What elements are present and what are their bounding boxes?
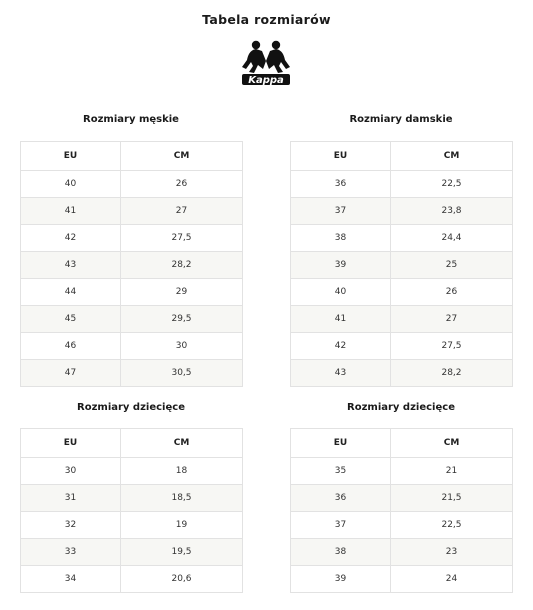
column-header-cm: CM <box>391 429 513 458</box>
cell-cm: 26 <box>121 171 243 198</box>
cell-cm: 29 <box>121 279 243 306</box>
cell-cm: 21 <box>391 458 513 485</box>
cell-eu: 37 <box>291 512 391 539</box>
table-row <box>291 252 513 279</box>
cell-eu: 45 <box>21 306 121 333</box>
cell-eu: 46 <box>21 333 121 360</box>
cell-cm: 27 <box>391 306 513 333</box>
cell-eu: 37 <box>291 198 391 225</box>
cell-cm: 28,2 <box>121 252 243 279</box>
cell-eu: 43 <box>291 360 391 387</box>
cell-eu: 39 <box>291 252 391 279</box>
cell-cm: 23 <box>391 539 513 566</box>
cell-eu: 42 <box>291 333 391 360</box>
size-table-kids-1 <box>20 428 243 593</box>
table-row <box>21 306 243 333</box>
cell-eu: 38 <box>291 539 391 566</box>
cell-eu: 35 <box>291 458 391 485</box>
size-table-kids-2 <box>290 428 513 593</box>
kappa-logo <box>236 39 296 87</box>
cell-eu: 40 <box>21 171 121 198</box>
table-row <box>291 333 513 360</box>
logo-wordmark: Kappa <box>248 75 284 86</box>
page-title: Tabela rozmiarów <box>202 12 331 27</box>
section-title-women: Rozmiary damskie <box>349 114 453 125</box>
column-header-eu: EU <box>291 142 391 171</box>
table-row <box>291 485 513 512</box>
table-row <box>21 171 243 198</box>
table-row <box>21 252 243 279</box>
cell-eu: 31 <box>21 485 121 512</box>
table-row <box>21 333 243 360</box>
section-title-kids-1: Rozmiary dziecięce <box>77 402 185 413</box>
table-row <box>21 458 243 485</box>
table-row <box>291 539 513 566</box>
table-row <box>291 512 513 539</box>
table-row <box>21 225 243 252</box>
column-header-cm: CM <box>391 142 513 171</box>
table-row <box>21 539 243 566</box>
table-row <box>21 566 243 593</box>
table-row <box>291 458 513 485</box>
table-row <box>291 360 513 387</box>
cell-eu: 36 <box>291 171 391 198</box>
cell-cm: 24 <box>391 566 513 593</box>
size-table-men <box>20 141 243 387</box>
cell-eu: 41 <box>21 198 121 225</box>
cell-eu: 33 <box>21 539 121 566</box>
cell-cm: 23,8 <box>391 198 513 225</box>
table-row <box>291 306 513 333</box>
section-title-kids-2: Rozmiary dziecięce <box>347 402 455 413</box>
table-row <box>291 279 513 306</box>
table-row <box>291 566 513 593</box>
cell-eu: 30 <box>21 458 121 485</box>
cell-cm: 28,2 <box>391 360 513 387</box>
cell-eu: 44 <box>21 279 121 306</box>
table-row <box>21 198 243 225</box>
column-header-cm: CM <box>121 142 243 171</box>
cell-eu: 40 <box>291 279 391 306</box>
cell-cm: 18 <box>121 458 243 485</box>
table-row <box>21 279 243 306</box>
cell-eu: 36 <box>291 485 391 512</box>
cell-cm: 20,6 <box>121 566 243 593</box>
table-row <box>21 485 243 512</box>
cell-eu: 34 <box>21 566 121 593</box>
cell-cm: 18,5 <box>121 485 243 512</box>
cell-cm: 26 <box>391 279 513 306</box>
cell-cm: 25 <box>391 252 513 279</box>
table-row <box>291 198 513 225</box>
cell-eu: 32 <box>21 512 121 539</box>
cell-cm: 22,5 <box>391 512 513 539</box>
table-row <box>291 171 513 198</box>
column-header-eu: EU <box>21 142 121 171</box>
column-header-eu: EU <box>21 429 121 458</box>
cell-cm: 19,5 <box>121 539 243 566</box>
column-header-eu: EU <box>291 429 391 458</box>
cell-cm: 22,5 <box>391 171 513 198</box>
cell-eu: 42 <box>21 225 121 252</box>
table-row <box>21 360 243 387</box>
cell-cm: 27,5 <box>391 333 513 360</box>
cell-cm: 24,4 <box>391 225 513 252</box>
table-row <box>21 512 243 539</box>
cell-eu: 39 <box>291 566 391 593</box>
cell-cm: 19 <box>121 512 243 539</box>
cell-cm: 21,5 <box>391 485 513 512</box>
cell-cm: 27,5 <box>121 225 243 252</box>
column-header-cm: CM <box>121 429 243 458</box>
size-table-women <box>290 141 513 387</box>
table-row <box>291 225 513 252</box>
section-title-men: Rozmiary męskie <box>83 114 179 125</box>
cell-eu: 38 <box>291 225 391 252</box>
cell-eu: 43 <box>21 252 121 279</box>
cell-cm: 27 <box>121 198 243 225</box>
cell-cm: 30,5 <box>121 360 243 387</box>
cell-eu: 41 <box>291 306 391 333</box>
cell-cm: 30 <box>121 333 243 360</box>
cell-cm: 29,5 <box>121 306 243 333</box>
cell-eu: 47 <box>21 360 121 387</box>
